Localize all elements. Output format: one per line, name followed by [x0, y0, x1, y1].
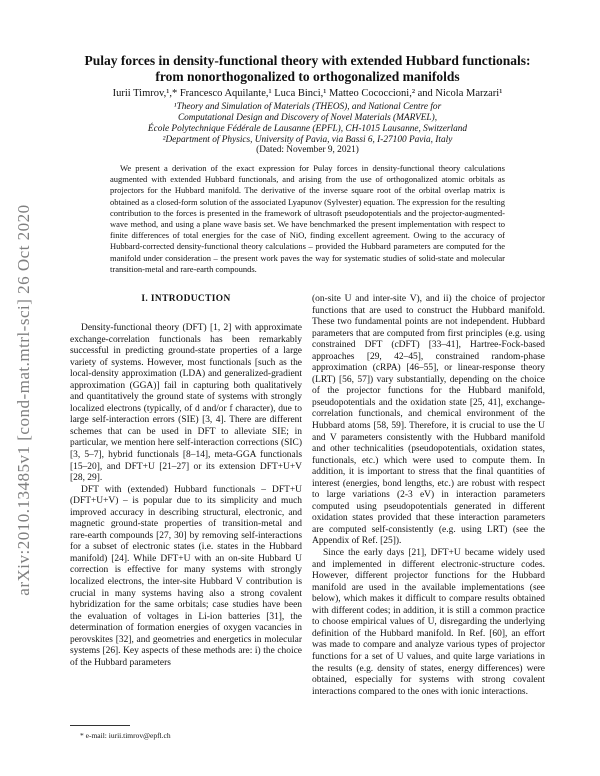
arxiv-side-stamp [4, 200, 44, 600]
affiliation-1-line-1: ¹Theory and Simulation of Materials (THEOS), and National Centre for [173, 102, 442, 112]
arxiv-identifier: arXiv:2010.13485v1 [cond-mat.mtrl-sci] 26 Oct 2020 [14, 204, 33, 596]
intro-paragraph-2: DFT with (extended) Hubbard functionals – DFT+U (DFT+U+V) – is popular due to its simplicity and much improved accuracy in describing structural, electronic, and magnetic ground-state properties of transition-metal and rare-earth compounds [27, 30] by removing self-interactions for a subset of electronic states (i.e. states in the Hubbard manifold) [24]. While DFT+U with an on-site Hubbard U correction is effective for many systems with strongly localized electrons, the inter-site Hubbard V contribution is crucial in many systems having also a strong covalent hybridization for the same orbitals; case studies have been the evaluation of voltages in Li-ion batteries [31], the determination of formation energies of oxygen vacancies in perovskites [32], and geometries and energetics in molecular systems [26]. Key aspects of these methods are: i) the choice of the Hubbard parameters [70, 484, 302, 668]
corresponding-author-email: * e-mail: iurii.timrov@epfl.ch [80, 731, 171, 740]
dated-line: (Dated: November 9, 2021) [256, 145, 359, 155]
footnote-divider [70, 725, 130, 726]
paper-title [70, 53, 545, 85]
right-column [312, 294, 545, 698]
title-line-2: from nonorthogonalized to orthogonalized manifolds [155, 69, 460, 84]
affiliation-2: ²Department of Physics, University of Pavia, via Bassi 6, I-27100 Pavia, Italy [162, 135, 453, 145]
affiliation-1-line-2: Computational Design and Discovery of Novel Materials (MARVEL), [177, 113, 438, 123]
section-heading-introduction: I. INTRODUCTION [141, 294, 231, 304]
intro-paragraph-1: Density-functional theory (DFT) [1, 2] with approximate exchange-correlation functionals has been remarkably successful in predicting ground-state properties of a large variety of systems. However, most functionals [such as the local-density approximation (LDA) and generalized-gradient approximation (GGA)] fail in capturing both qualitatively and quantitatively the ground state of systems with strongly localized electrons (typically, of d and/or f character), due to large self-interaction errors (SIE) [3, 4]. There are different schemes that can be used in DFT to alleviate SIE; in particular, we mention here self-interaction corrections (SIC) [3, 5–7], hybrid functionals [8–14], meta-GGA functionals [15–20], and DFT+U [21–27] or its extension DFT+U+V [28, 29]. [70, 323, 302, 484]
title-line-1: Pulay forces in density-functional theory with extended Hubbard functionals: [84, 53, 531, 68]
abstract: We present a derivation of the exact expression for Pulay forces in density-functional theory calculations augmented with extended Hubbard functionals, and arising from the use of orthogonalized atomic orbitals as projectors for the Hubbard manifold. The derivative of the inverse square root of the orbital overlap matrix is obtained as a closed-form solution of the associated Lyapunov (Sylvester) equation. The expression for the resulting contribution to the forces is presented in the framework of ultrasoft pseudopotentials and the projector-augmented-wave method, and using a plane wave basis set. We have benchmarked the present implementation with respect to finite differences of total energies for the case of NiO, finding excellent agreement. Owing to the accuracy of Hubbard-corrected density-functional theory calculations – provided the Hubbard parameters are computed for the manifold under consideration – the present work paves the way for systematic studies of solid-state and molecular transition-metal and rare-earth compounds. [110, 163, 505, 274]
intro-paragraph-3: Since the early days [21], DFT+U became widely used and implemented in different electronic-structure codes. However, different projector functions for the Hubbard manifold are used in the available implementations (see below), which makes it difficult to compare results obtained with different codes; in addition, it is still a common practice to choose empirical values of U, disregarding the underlying definition of the Hubbard manifold. In Ref. [60], an effort was made to compare and analyze various types of projector functions for a set of U values, and quite large variations in the results (e.g. density of states, energy differences) were obtained, especially for systems with strong covalent interactions compared to the ones with ionic interactions. [312, 548, 545, 697]
intro-paragraph-2-continued: (on-site U and inter-site V), and ii) the choice of projector functions that are used to construct the Hubbard manifold. These two fundamental points are not independent. Hubbard parameters that are computed from first principles (e.g. using constrained DFT (cDFT) [33–41], Hartree-Fock-based approaches [29, 42–45], constrained random-phase approximation (cRPA) [46–55], or linear-response theory (LRT) [56, 57]) vary substantially, depending on the choice of the projector functions for the Hubbard manifold, pseudopotentials and the oxidation state [25, 41], exchange-correlation functionals, and chemical environment of the Hubbard atoms [58, 59]. Therefore, it is crucial to use the U and V parameters consistently with the Hubbard manifold and other technicalities (pseudopotentials, oxidation states, functionals, etc.) which were used to compute them. In addition, it is important to stress that the final quantities of interest (energies, bond lengths, etc.) are robust with respect to large variations (2-3 eV) in interaction parameters computed using pseudopotentials generated in different oxidation states provided that these interaction parameters are computed self-consistently (e.g. using LRT) (see the Appendix of Ref. [25]). [312, 294, 545, 547]
affiliation-1-line-3: École Polytechnique Fédérale de Lausanne (EPFL), CH-1015 Lausanne, Switzerland [147, 124, 468, 134]
author-list: Iurii Timrov,¹,* Francesco Aquilante,¹ Luca Binci,¹ Matteo Cococcioni,² and Nicola Marzari¹ [112, 88, 503, 99]
left-column [70, 323, 302, 669]
